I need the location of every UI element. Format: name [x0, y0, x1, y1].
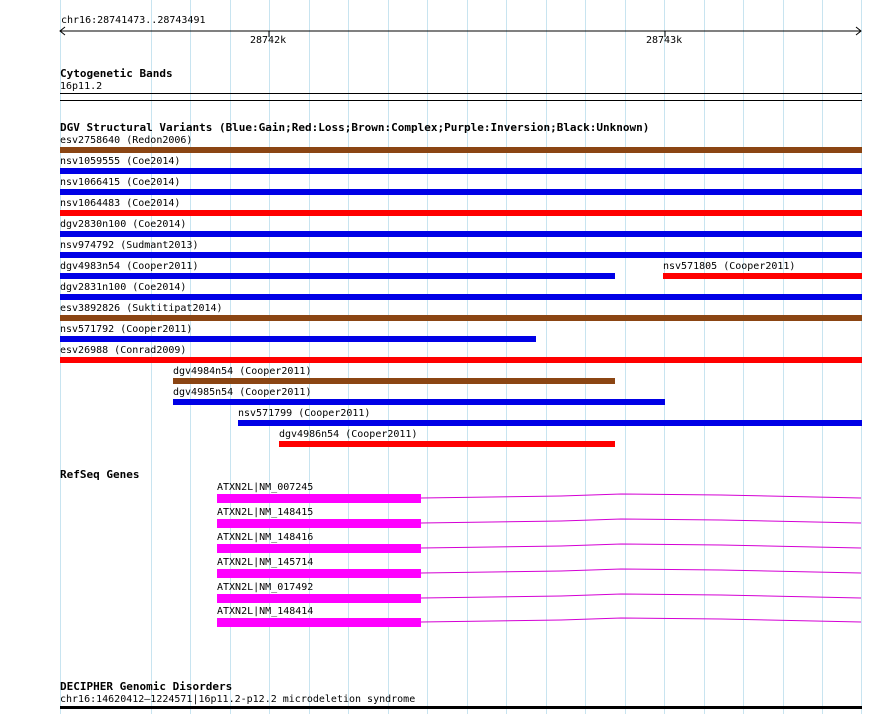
variant-bar-gain[interactable] [60, 252, 862, 258]
variant-label[interactable]: nsv1066415 (Coe2014) [60, 177, 181, 188]
variant-label[interactable]: nsv571799 (Cooper2011) [238, 408, 371, 419]
cytoband-bar-bottom [60, 100, 862, 101]
variant-label[interactable]: esv26988 (Conrad2009) [60, 345, 187, 356]
variant-label[interactable]: nsv974792 (Sudmant2013) [60, 240, 199, 251]
decipher-bar[interactable] [60, 706, 862, 709]
variant-bar-gain[interactable] [60, 294, 862, 300]
variant-bar-loss[interactable] [60, 210, 862, 216]
variant-bar-gain[interactable] [60, 336, 536, 342]
variant-label[interactable]: dgv2830n100 (Coe2014) [60, 219, 187, 230]
gene-intron [421, 540, 862, 552]
variant-bar-loss[interactable] [663, 273, 862, 279]
variant-label[interactable]: nsv1064483 (Coe2014) [60, 198, 181, 209]
gene-exon[interactable] [217, 519, 421, 528]
gene-exon[interactable] [217, 494, 421, 503]
gene-label[interactable]: ATXN2L|NM_148415 [217, 507, 314, 518]
variant-bar-complex[interactable] [60, 147, 862, 153]
variant-label[interactable]: dgv4985n54 (Cooper2011) [173, 387, 312, 398]
variant-bar-loss[interactable] [60, 357, 862, 363]
track-title: DGV Structural Variants (Blue:Gain;Red:Loss;Brown:Complex;Purple:Inversion;Black:Unknown) [60, 121, 650, 134]
variant-label[interactable]: dgv4984n54 (Cooper2011) [173, 366, 312, 377]
ruler-line [58, 25, 864, 41]
variant-bar-loss[interactable] [279, 441, 615, 447]
variant-label[interactable]: esv3892826 (Suktitipat2014) [60, 303, 223, 314]
gene-exon[interactable] [217, 569, 421, 578]
gene-label[interactable]: ATXN2L|NM_145714 [217, 557, 314, 568]
gene-label[interactable]: ATXN2L|NM_148414 [217, 606, 314, 617]
variant-label[interactable]: nsv1059555 (Coe2014) [60, 156, 181, 167]
gene-intron [421, 590, 862, 602]
variant-bar-gain[interactable] [60, 168, 862, 174]
track-title: DECIPHER Genomic Disorders [60, 680, 233, 693]
tick-label: 28742k [250, 35, 287, 46]
cytoband-bar-top [60, 93, 862, 94]
gene-intron [421, 490, 862, 502]
gene-label[interactable]: ATXN2L|NM_148416 [217, 532, 314, 543]
variant-bar-gain[interactable] [238, 420, 862, 426]
decipher-label[interactable]: chr16:14620412–1224571|16p11.2-p12.2 microdeletion syndrome [60, 694, 416, 705]
variant-bar-gain[interactable] [173, 399, 665, 405]
cytoband-label: 16p11.2 [60, 81, 103, 92]
gene-intron [421, 565, 862, 577]
variant-label[interactable]: esv2758640 (Redon2006) [60, 135, 193, 146]
variant-label[interactable]: dgv4986n54 (Cooper2011) [279, 429, 418, 440]
variant-label[interactable]: nsv571792 (Cooper2011) [60, 324, 193, 335]
variant-bar-complex[interactable] [173, 378, 615, 384]
gene-exon[interactable] [217, 594, 421, 603]
gene-label[interactable]: ATXN2L|NM_007245 [217, 482, 314, 493]
variant-label[interactable]: nsv571805 (Cooper2011) [663, 261, 796, 272]
variant-bar-gain[interactable] [60, 231, 862, 237]
gene-intron [421, 614, 862, 626]
variant-bar-gain[interactable] [60, 273, 615, 279]
tick-label: 28743k [646, 35, 683, 46]
variant-label[interactable]: dgv4983n54 (Cooper2011) [60, 261, 199, 272]
gene-exon[interactable] [217, 544, 421, 553]
gene-intron [421, 515, 862, 527]
variant-bar-complex[interactable] [60, 315, 862, 321]
gene-exon[interactable] [217, 618, 421, 627]
track-title: Cytogenetic Bands [60, 67, 173, 80]
region-label: chr16:28741473..28743491 [61, 15, 206, 26]
variant-bar-gain[interactable] [60, 189, 862, 195]
track-title: RefSeq Genes [60, 468, 140, 481]
gene-label[interactable]: ATXN2L|NM_017492 [217, 582, 314, 593]
variant-label[interactable]: dgv2831n100 (Coe2014) [60, 282, 187, 293]
